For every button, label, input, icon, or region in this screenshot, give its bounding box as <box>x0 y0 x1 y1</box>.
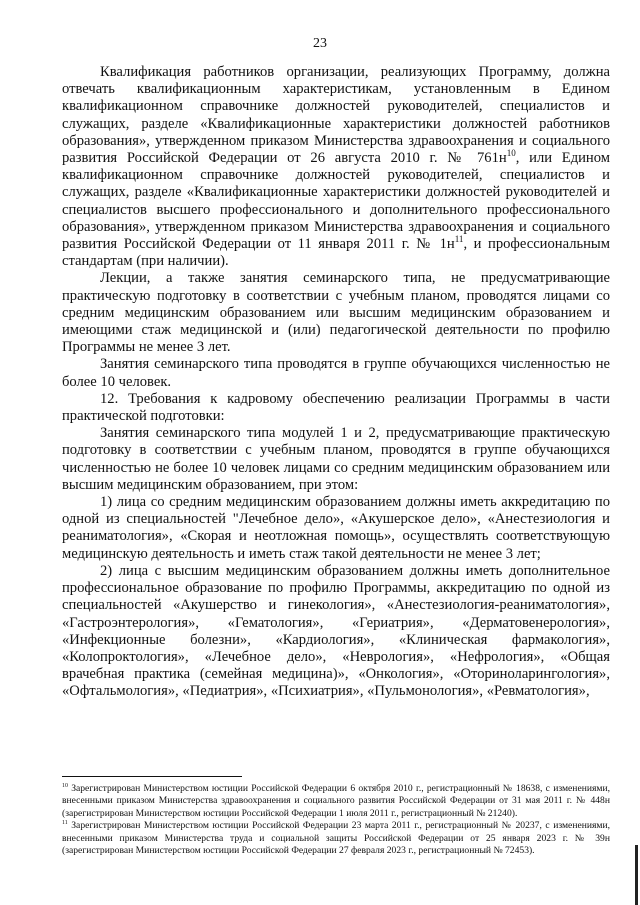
paragraph-section-12: 12. Требования к кадровому обеспечению реализации Программы в части практической подготовки: <box>62 390 610 425</box>
footnote-10 <box>62 783 610 820</box>
footnotes <box>62 783 610 857</box>
footnote-ref-10: 10 <box>506 148 516 159</box>
paragraph-item-2: 2) лица с высшим медицинским образованием должны иметь дополнительное профессиональное образование по профилю Программы, аккредитацию по одной из специальностей «Акушерство и гинекология», «Анестезиология-реаниматология», «Гастроэнтерология», «Гематология», «Гериатрия», «Дерматовенерология», «Инфекционные болезни», «Кардиология», «Клиническая фармакология», «Колопроктология», «Лечебное дело», «Неврология», «Нефрология», «Общая врачебная практика (семейная медицина)», «Онкология», «Оториноларингология», «Офтальмология», «Педиатрия», «Психиатрия», «Пульмонология», «Ревматология», <box>62 562 610 700</box>
footnote-text: Зарегистрирован Министерством юстиции Российской Федерации 23 марта 2011 г., регистрационный № 20237, с изменениями, внесенными приказом Министерства труда и социальной защиты Российской Федерации от 25 января 2023 г. № 39н (зарегистрирован Министерством юстиции Российской Федерации 27 февраля 2023 г., регистрационный № 72453). <box>62 820 610 857</box>
footnote-ref-11: 11 <box>454 234 464 245</box>
paragraph-practical-training: Занятия семинарского типа модулей 1 и 2, предусматривающие практическую подготовку в соответствии с учебным планом, проводятся в группе обучающихся численностью не более 10 человек лицами со средним медицинским образованием или высшим медицинским образованием, при этом: <box>62 425 610 493</box>
paragraph-lectures: Лекции, а также занятия семинарского типа, не предусматривающие практическую подготовку в соответствии с учебным планом, проводятся лицами со средним медицинским образованием или высшим медицинским образованием и имеющими стаж медицинской и (или) педагогической деятельности по профилю Программы не менее 3 лет. <box>62 270 610 356</box>
paragraph-text-end: , и профессиональным стандартам (при наличии). <box>62 236 610 270</box>
paragraph-text-continued: , или Едином квалификационном справочнике должностей руководителей, специалистов и служащих, разделе «Квалификационные характеристики должностей руководителей и специалистов высшего профессионального и дополнительного профессионального образования», утвержденном приказом Министерства здравоохранения и социального развития Российской Федерации от 11 января 2011 г. № 1н <box>62 150 610 253</box>
paragraph-item-1: 1) лица со средним медицинским образованием должны иметь аккредитацию по одной из специальностей "Лечебное дело», «Акушерское дело», «Анестезиология и реаниматология», «Скорая и неотложная помощь», осуществлять соответствующую медицинскую деятельность и иметь стаж такой деятельности не менее 3 лет; <box>62 494 610 562</box>
paragraph-group-size: Занятия семинарского типа проводятся в группе обучающихся численностью не более 10 человек. <box>62 356 610 390</box>
footnote-mark: 10 <box>62 782 68 789</box>
footnote-text: Зарегистрирован Министерством юстиции Российской Федерации 6 октября 2010 г., регистрационный № 18638, с изменениями, внесенными приказом Министерства здравоохранения и социального развития Российской Федерации от 31 мая 2011 г. № 448н (зарегистрирован Министерством юстиции Российской Федерации 1 июля 2011 г., регистрационный № 21240). <box>62 783 610 819</box>
footnote-divider <box>62 776 242 777</box>
paragraph-text: Квалификация работников организации, реализующих Программу, должна отвечать квалификационным характеристикам, установленным в Едином квалификационном справочнике должностей руководителей, специалистов и служащих, разделе «Квалификационные характеристики должностей работников образования», утвержденном приказом Министерства здравоохранения и социального развития Российской Федерации от 26 августа 2010 г. № 761н <box>62 64 610 167</box>
document-body <box>62 64 610 701</box>
footnote-mark: 11 <box>62 820 68 827</box>
paragraph-qualification <box>62 64 610 270</box>
footnote-11 <box>62 820 610 857</box>
scan-edge-mark <box>635 845 638 905</box>
page-number: 23 <box>313 36 327 51</box>
